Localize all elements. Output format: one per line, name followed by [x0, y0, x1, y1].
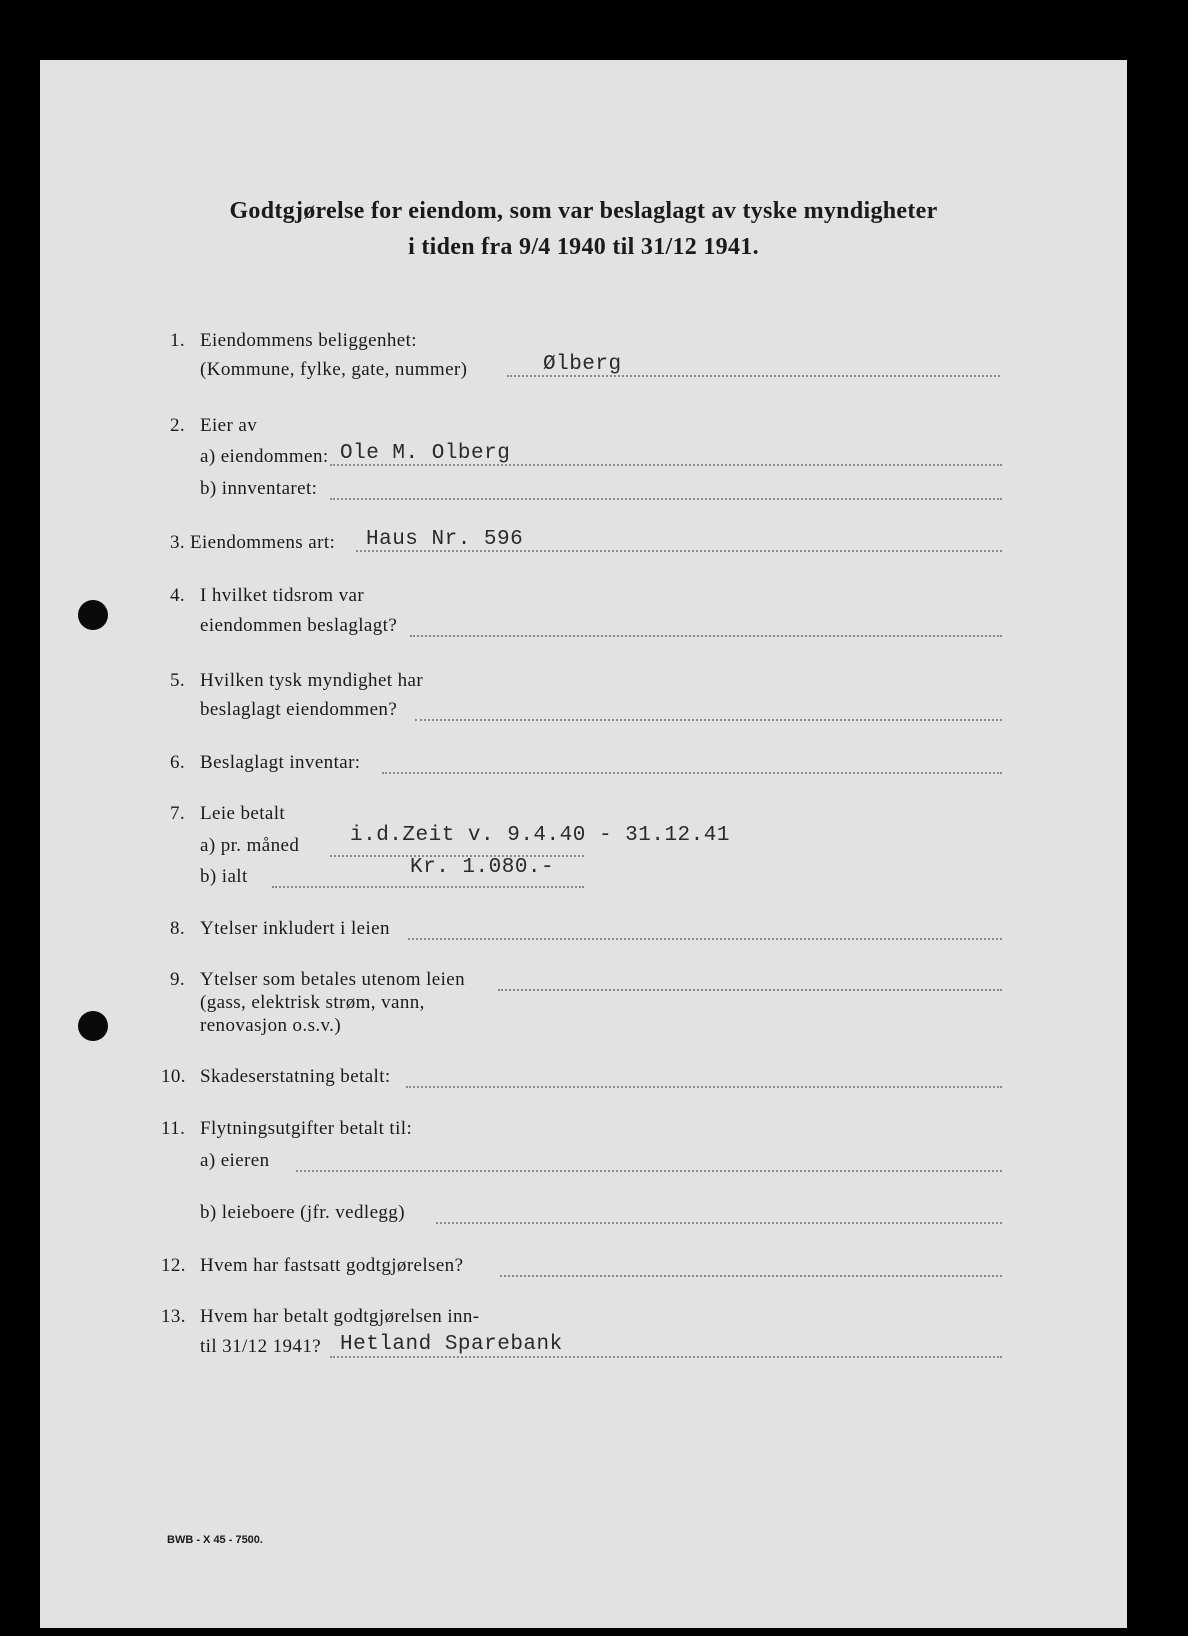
q13-number: 13.	[161, 1306, 186, 1327]
q12-label: Hvem har fastsatt godtgjørelsen?	[200, 1255, 464, 1276]
q8-number: 8.	[170, 918, 186, 939]
punch-hole	[78, 600, 108, 630]
q8-fill-line	[408, 938, 1002, 940]
q3-number: 3.	[170, 532, 186, 553]
q11-label: Flytningsutgifter betalt til:	[200, 1118, 413, 1139]
q4-label: I hvilket tidsrom var	[200, 585, 365, 606]
q7a-label: a) pr. måned	[200, 835, 300, 856]
q5-fill-line	[415, 719, 1002, 721]
q7b-answer: Kr. 1.080.-	[410, 856, 555, 879]
q6-fill-line	[382, 772, 1002, 774]
q9-fill-line	[498, 989, 1002, 991]
q13-sublabel: til 31/12 1941?	[200, 1336, 322, 1357]
q7-label: Leie betalt	[200, 803, 286, 824]
q4-sublabel: eiendommen beslaglagt?	[200, 615, 398, 636]
q4-fill-line	[410, 635, 1002, 637]
q6-label: Beslaglagt inventar:	[200, 752, 361, 773]
q10-label: Skadeserstatning betalt:	[200, 1066, 391, 1087]
q4-number: 4.	[170, 585, 186, 606]
form-title-line2: i tiden fra 9/4 1940 til 31/12 1941.	[408, 234, 759, 260]
q2-label: Eier av	[200, 415, 258, 436]
q11a-fill-line	[296, 1170, 1002, 1172]
q2b-fill-line	[330, 498, 1002, 500]
q11b-label: b) leieboere (jfr. vedlegg)	[200, 1202, 405, 1223]
q9-sublabel: (gass, elektrisk strøm, vann,	[200, 992, 425, 1013]
q2b-label: b) innventaret:	[200, 478, 318, 499]
q9-label: Ytelser som betales utenom leien	[200, 969, 466, 990]
q7a-answer: i.d.Zeit v. 9.4.40 - 31.12.41	[350, 824, 730, 847]
q7b-label: b) ialt	[200, 866, 248, 887]
q3-answer: Haus Nr. 596	[366, 528, 524, 551]
q6-number: 6.	[170, 752, 186, 773]
q9-sublabel-2: renovasjon o.s.v.)	[200, 1015, 342, 1036]
q2a-answer: Ole M. Olberg	[340, 442, 511, 465]
q1-answer: Ølberg	[543, 353, 622, 376]
q1-fill-line	[507, 375, 1000, 377]
q9-number: 9.	[170, 969, 186, 990]
q1-number: 1.	[170, 330, 186, 351]
q13-fill-line	[330, 1356, 1002, 1358]
q7-number: 7.	[170, 803, 186, 824]
form-title-line1: Godtgjørelse for eiendom, som var beslaglagt av tyske myndigheter	[229, 198, 938, 224]
q5-label: Hvilken tysk myndighet har	[200, 670, 424, 691]
q5-number: 5.	[170, 670, 186, 691]
form-code: BWB - X 45 - 7500.	[167, 1534, 263, 1546]
q12-number: 12.	[161, 1255, 186, 1276]
q10-fill-line	[406, 1086, 1002, 1088]
q5-sublabel: beslaglagt eiendommen?	[200, 699, 398, 720]
q12-fill-line	[500, 1275, 1002, 1277]
q7b-fill-line	[272, 886, 584, 888]
q2-number: 2.	[170, 415, 186, 436]
q11a-label: a) eieren	[200, 1150, 270, 1171]
q3-label: Eiendommens art:	[190, 532, 336, 553]
q1-sublabel: (Kommune, fylke, gate, nummer)	[200, 359, 468, 380]
q10-number: 10.	[161, 1066, 186, 1087]
q1-label: Eiendommens beliggenhet:	[200, 330, 417, 351]
q13-answer: Hetland Sparebank	[340, 1333, 563, 1356]
q8-label: Ytelser inkludert i leien	[200, 918, 390, 939]
form-page	[40, 60, 1127, 1628]
q3-fill-line	[356, 550, 1002, 552]
q11b-fill-line	[436, 1222, 1002, 1224]
q2a-fill-line	[330, 464, 1002, 466]
q11-number: 11.	[161, 1118, 186, 1139]
punch-hole	[78, 1011, 108, 1041]
q13-label: Hvem har betalt godtgjørelsen inn-	[200, 1306, 480, 1327]
q2a-label: a) eiendommen:	[200, 446, 329, 467]
